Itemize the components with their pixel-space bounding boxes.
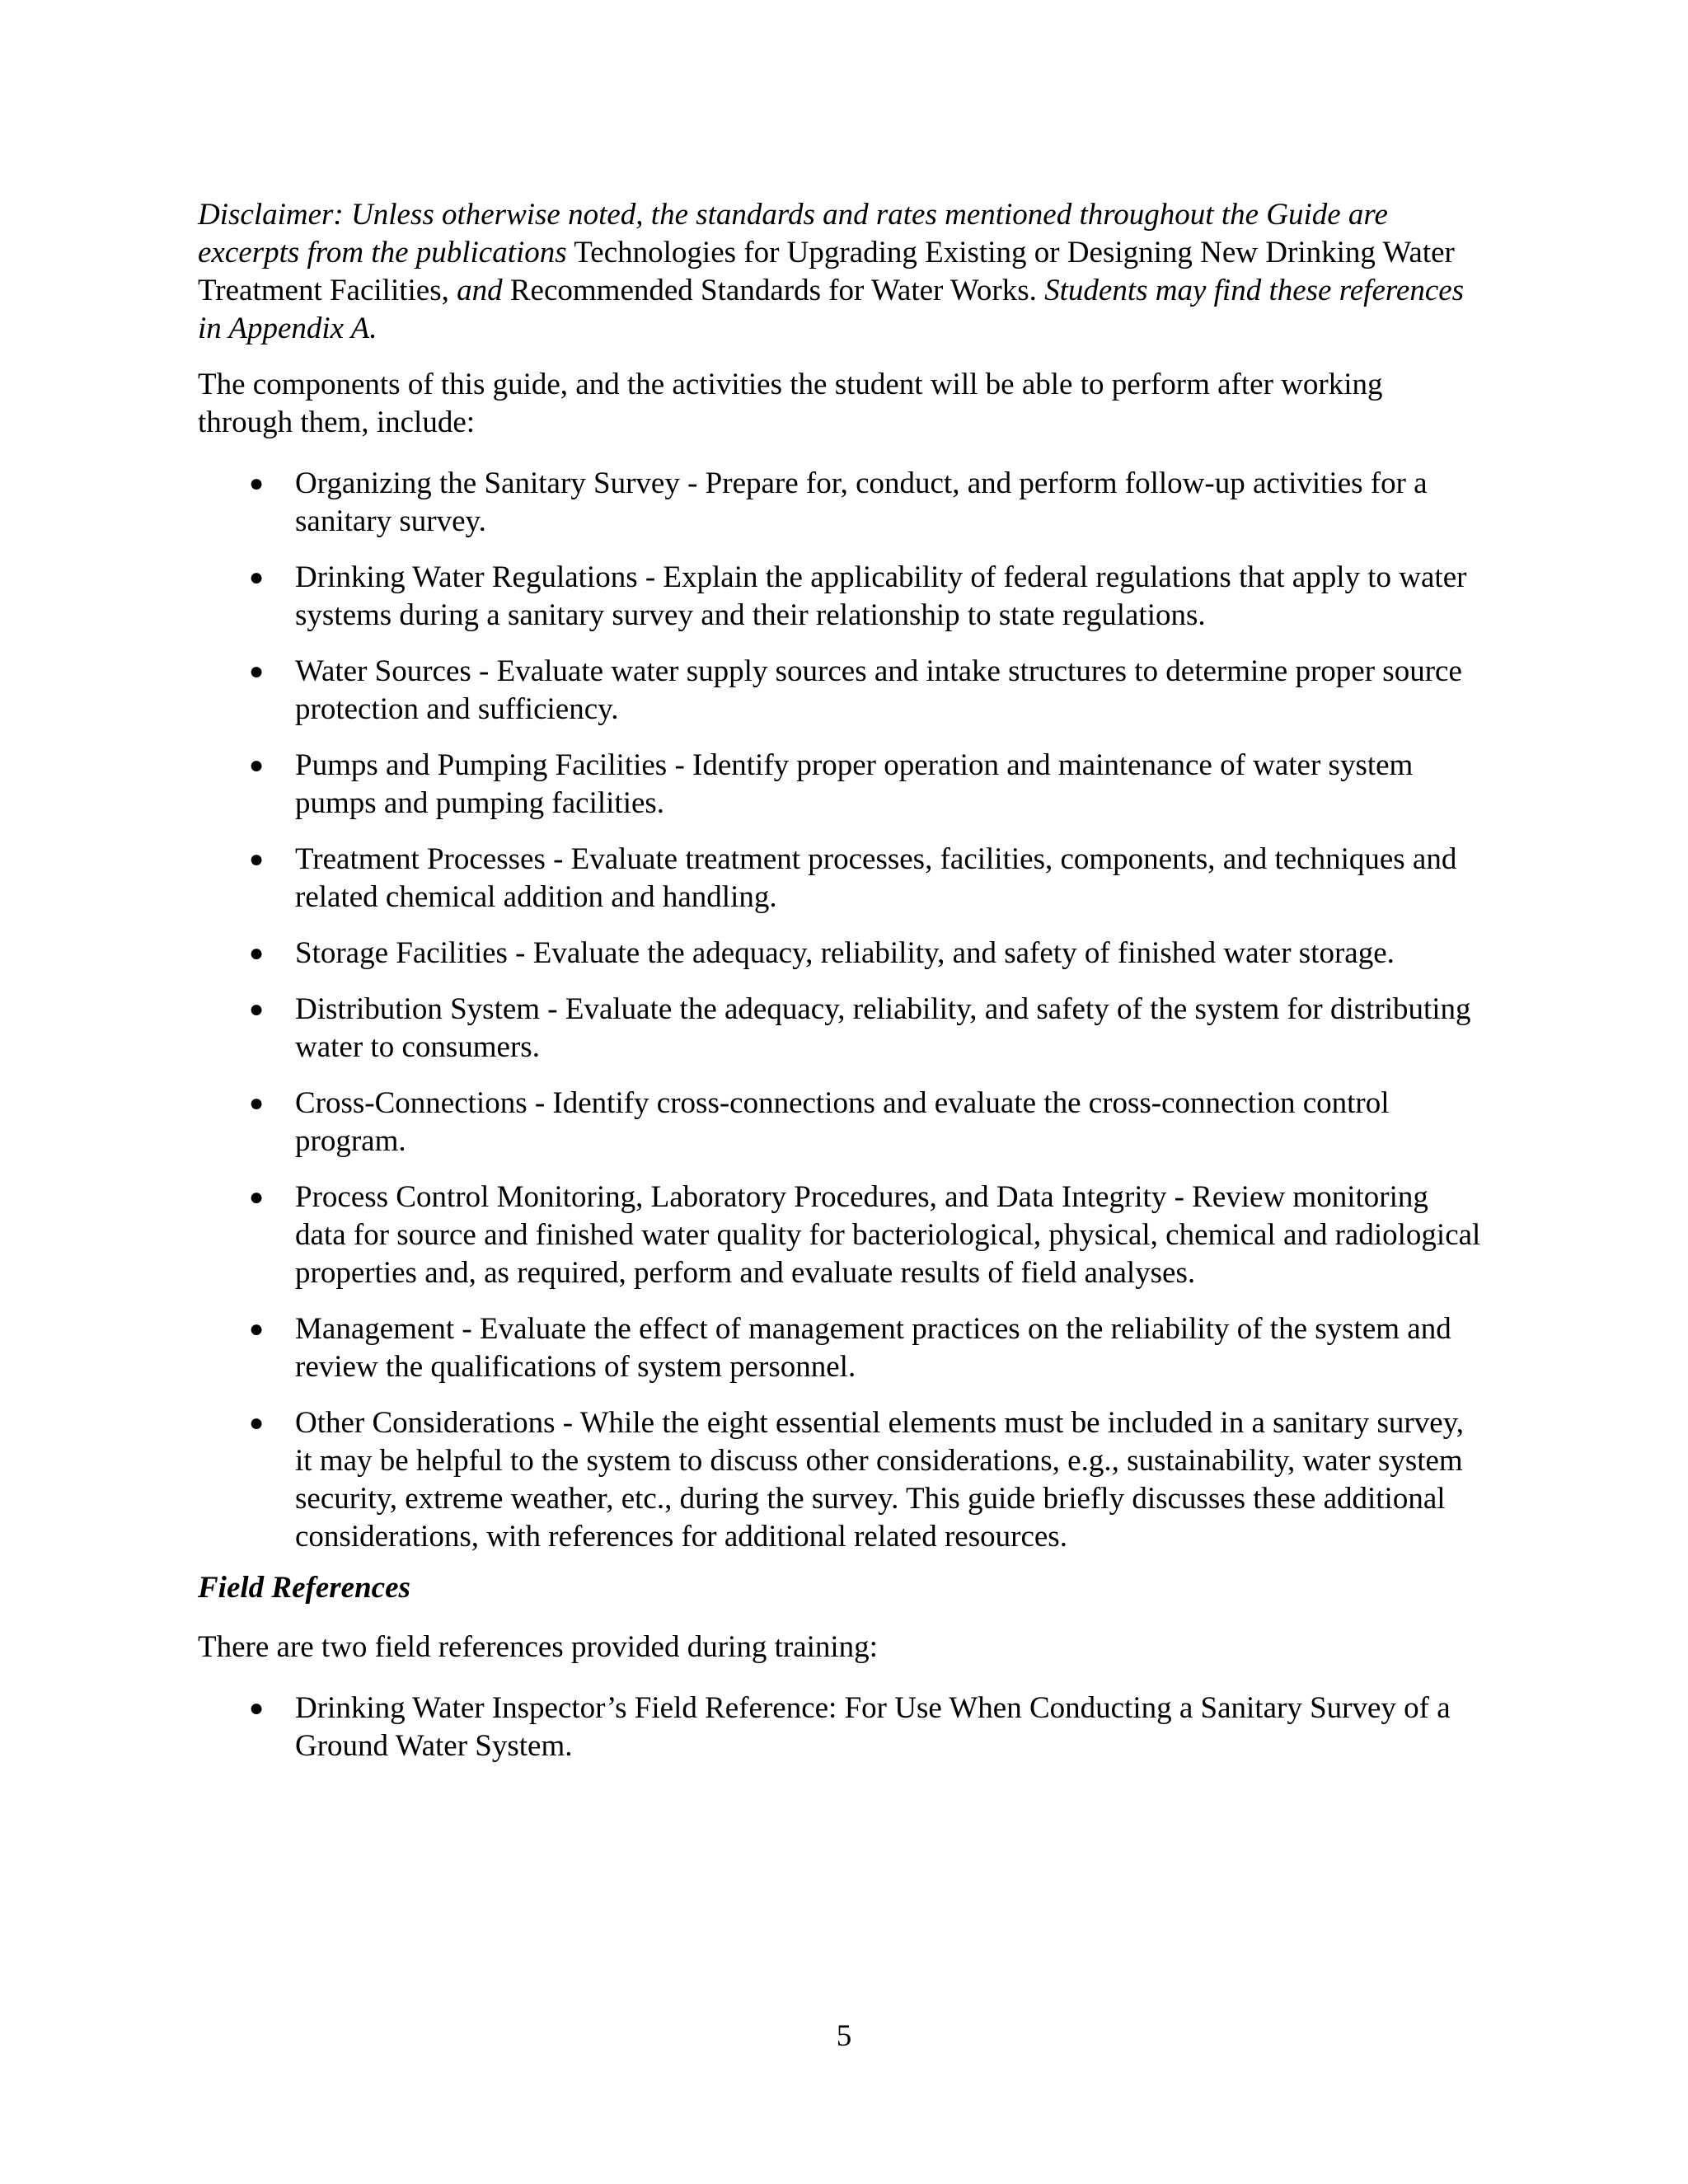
list-item xyxy=(198,747,1484,823)
list-item-text: Drinking Water Regulations - Explain the applicability of federal regulations that apply to water systems during a sanitary survey and their relationship to state regulations. xyxy=(295,560,1467,632)
list-item-text: Pumps and Pumping Facilities - Identify proper operation and maintenance of water system pumps and pumping facilities. xyxy=(295,748,1414,820)
list-item xyxy=(198,1404,1484,1556)
list-item-text: Organizing the Sanitary Survey - Prepare for, conduct, and perform follow-up activities for a sanitary survey. xyxy=(295,466,1428,538)
list-item-text: Process Control Monitoring, Laboratory Procedures, and Data Integrity - Review monitoring data for source and finished water quality for bacteriological, physical, chemical and radiological properties and, as required, perform and evaluate results of field analyses. xyxy=(295,1180,1481,1290)
list-item xyxy=(198,1179,1484,1292)
bullet-icon: ● xyxy=(249,470,265,497)
field-references-intro: There are two field references provided during training: xyxy=(198,1630,878,1664)
disclaimer-tail: Students may find these references in Appendix A. xyxy=(198,274,1465,345)
bullet-icon: ● xyxy=(249,1090,265,1117)
bullet-icon: ● xyxy=(249,564,265,591)
bullet-icon: ● xyxy=(249,1409,265,1436)
disclaimer-lead: Disclaimer: Unless otherwise noted, the standards and rates mentioned throughout the Guide are excerpts from the publications xyxy=(198,198,1388,269)
list-item-text: Treatment Processes - Evaluate treatment processes, facilities, components, and techniques and related chemical addition and handling. xyxy=(295,842,1457,914)
list-item-text: Management - Evaluate the effect of management practices on the reliability of the system and review the qualifications of system personnel. xyxy=(295,1312,1451,1384)
list-item-text: Distribution System - Evaluate the adequacy, reliability, and safety of the system for distributing water to consumers. xyxy=(295,992,1471,1064)
list-item xyxy=(198,935,1484,972)
bullet-icon: ● xyxy=(249,1183,265,1211)
bullet-icon: ● xyxy=(249,752,265,779)
bullet-icon: ● xyxy=(249,658,265,685)
list-item xyxy=(198,1310,1484,1386)
list-item xyxy=(198,991,1484,1066)
field-references-heading: Field References xyxy=(198,1571,410,1605)
list-item xyxy=(198,841,1484,916)
list-item-text: Other Considerations - While the eight essential elements must be included in a sanitary survey, it may be helpful to the system to discuss other considerations, e.g., sustainability, water system security, extreme weather, etc., during the survey. This guide briefly discusses these additional considerations, with references for additional related resources. xyxy=(295,1406,1464,1554)
list-item xyxy=(198,559,1484,635)
publication-title-2: Recommended Standards for Water Works. xyxy=(502,274,1045,307)
bullet-icon: ● xyxy=(249,940,265,967)
field-references-list xyxy=(198,1690,1484,1765)
document-page xyxy=(198,196,1484,1783)
disclaimer-and: and xyxy=(457,274,503,307)
list-item-text: Cross-Connections - Identify cross-connections and evaluate the cross-connection control program. xyxy=(295,1086,1390,1158)
bullet-icon: ● xyxy=(249,1315,265,1343)
components-intro: The components of this guide, and the activities the student will be able to perform after working through them, include: xyxy=(198,368,1383,439)
list-item xyxy=(198,653,1484,729)
list-item xyxy=(198,1690,1484,1765)
list-item xyxy=(198,1085,1484,1160)
bullet-icon: ● xyxy=(249,846,265,873)
list-item-text: Drinking Water Inspector’s Field Reference: For Use When Conducting a Sanitary Survey of a Ground Water System. xyxy=(295,1691,1451,1763)
bullet-icon: ● xyxy=(249,996,265,1023)
list-item xyxy=(198,465,1484,541)
list-item-text: Water Sources - Evaluate water supply sources and intake structures to determine proper source protection and sufficiency. xyxy=(295,654,1462,726)
components-list xyxy=(198,465,1484,1556)
disclaimer-paragraph xyxy=(198,196,1484,348)
list-item-text: Storage Facilities - Evaluate the adequacy, reliability, and safety of finished water storage. xyxy=(295,936,1395,970)
bullet-icon: ● xyxy=(249,1694,265,1722)
page-number: 5 xyxy=(836,2019,852,2053)
publication-title-1: Technologies for Upgrading Existing or Designing New Drinking Water Treatment Facilities, xyxy=(198,236,1455,307)
